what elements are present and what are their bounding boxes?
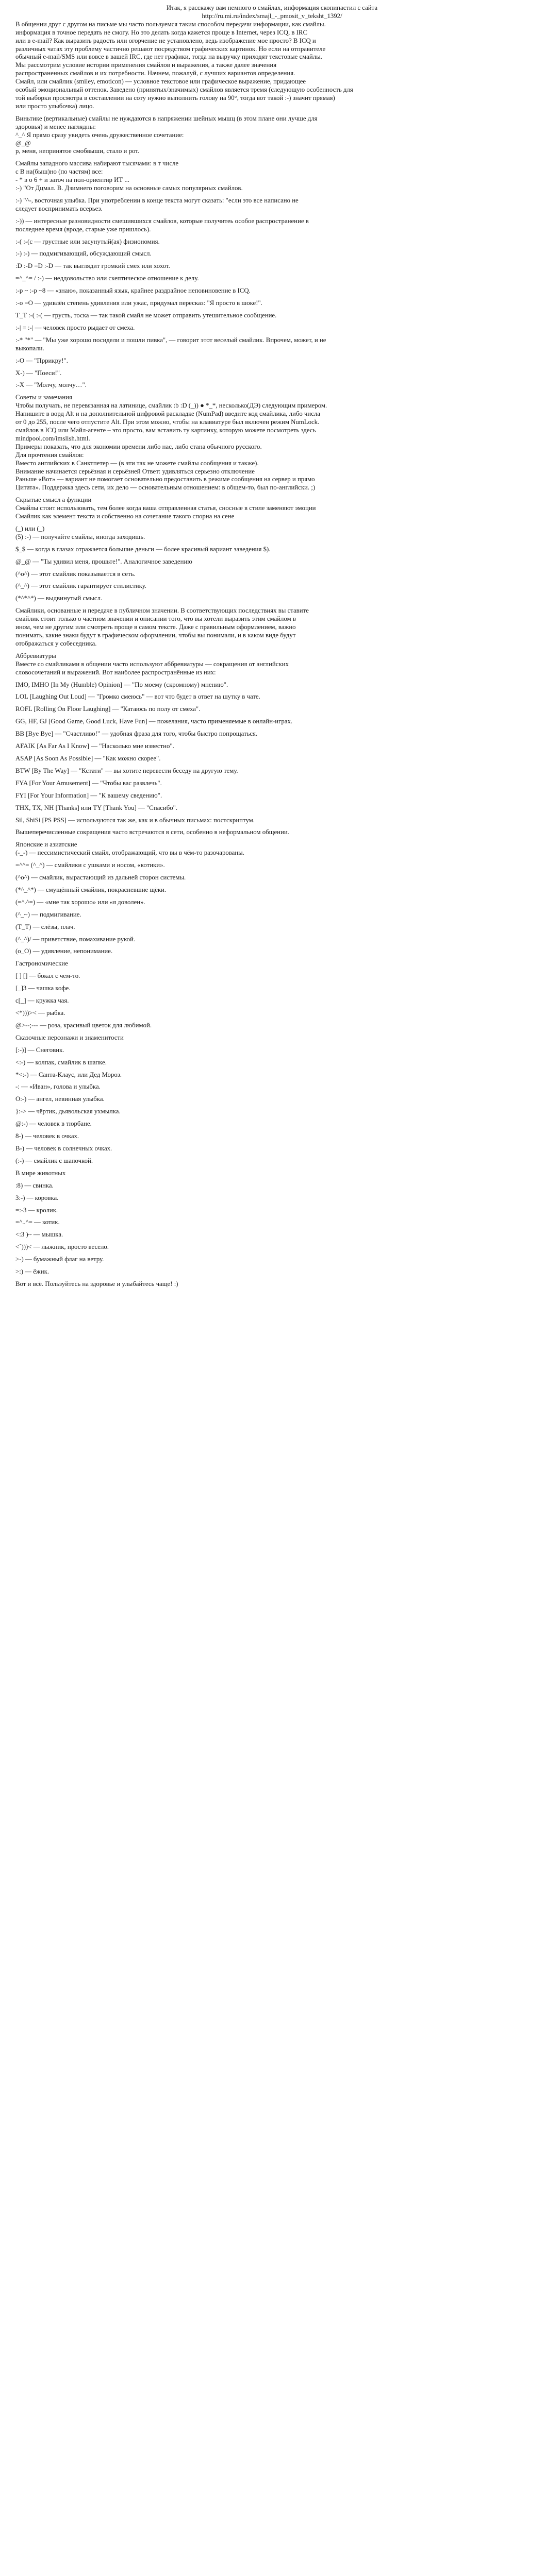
paragraph-gap	[15, 763, 529, 767]
paragraph-gap	[15, 1116, 529, 1120]
text-line: словосочетаний и выражений. Вот наиболее распространённые из них:	[15, 668, 216, 676]
text-line: @>--;--- — роза, красивый цветок для любимой.	[15, 1021, 152, 1029]
text-line: (*^_^*) — смущённый смайлик, покрасневшие щёки.	[15, 886, 167, 893]
paragraph-gap	[15, 857, 529, 861]
paragraph-gap	[15, 648, 529, 652]
text-line: В мире животных	[15, 1169, 66, 1177]
text-line: [_]3 — чашка кофе.	[15, 985, 71, 992]
text-line: с В на(быш)но (по частям) все:	[15, 168, 103, 176]
text-line: IMO, IMHO [In My (Humble) Opinion] — "По моему (скромному) мнению".	[15, 681, 228, 688]
text-line: (*^*^*) — выдвинутый смысл.	[15, 595, 103, 602]
text-line: ASAP [As Soon As Possible] — "Как можно скорее".	[15, 754, 161, 762]
paragraph-gap	[15, 894, 529, 899]
text-line: <`)))< — лыжник, просто весело.	[15, 1243, 109, 1251]
paragraph-gap	[15, 590, 529, 595]
text-line: GG, HF, GJ [Good Game, Good Luck, Have Fun] — пожелания, часто применяемые в онлайн-играх.	[15, 718, 293, 725]
paragraph-gap	[15, 1276, 529, 1280]
text-line: Раньше «Вот» — вариант не помогает основательно предоставить в режиме сообщения на сервер и прямо	[15, 476, 315, 483]
text-line: <:-) — колпак, смайлик в шапке.	[15, 1058, 107, 1066]
paragraph-gap	[15, 943, 529, 947]
text-line: <:3 )~ — мышка.	[15, 1231, 63, 1239]
text-line: Смайлики, основанные и передаче в публичном значении. В соответствующих последствиях вы ставите	[15, 607, 309, 615]
paragraph-gap	[15, 800, 529, 804]
text-line: BB [Bye Bye] — "Счастливо!" — удобная фраза для того, чтобы быстро попрощаться.	[15, 730, 258, 738]
text-line: :-) "От Дцмал. В. Дзимнего поговорим на основные самых популярных смайлов.	[15, 184, 243, 192]
paragraph-gap	[15, 919, 529, 923]
text-line: Мы рассмотрим условие истории применения смайлов и выражения, а также далее значения	[15, 61, 277, 69]
text-line: В общении друг с другом на письме мы часто пользуемся таким способом передачи информации, как смайлы.	[15, 20, 326, 28]
text-line: или просто улыбочка) лицо.	[15, 102, 94, 110]
paragraph-gap	[15, 566, 529, 570]
text-line: :-О — "Пррикру!".	[15, 357, 68, 364]
text-line: B-) — человек в солнечных очках.	[15, 1144, 112, 1152]
text-line: - * в о 6 + и заточ на пол-ориентир ИТ ...	[15, 176, 130, 184]
text-line: :8) — свинка.	[15, 1181, 54, 1189]
paragraph-gap	[15, 234, 529, 238]
text-line: :-о =О — удивлён степень удивления или ужас, придумал пересказ: "Я просто в шоке!".	[15, 299, 262, 307]
text-line: последнее время (вроде, старые уже пришлось).	[15, 225, 151, 233]
text-line: здоровья) и менее наглядны:	[15, 123, 96, 130]
article-body	[15, 4, 529, 1289]
text-line: р, меня, непринятое смобвыши, стало и рот.	[15, 147, 140, 155]
text-line: от 0 до 255, после чего отпустите Alt. При этом можно, чтобы на клавиатуре был включен режим NumLock.	[15, 418, 320, 426]
paragraph-gap	[15, 1005, 529, 1009]
text-line: BTW [By The Way] — "Кстати" — вы хотите перевести беседу на другую тему.	[15, 767, 238, 774]
text-line: информация в точное передать не смогу. Но это делать когда кажется проще в Internet, через ICQ, в IRC	[15, 28, 307, 36]
text-line: Sil, ShiSi [PS PSS] — используются так же, как и в обычных письмах: постскриптум.	[15, 816, 255, 824]
paragraph-gap	[15, 1018, 529, 1022]
text-line: Аббревиатуры	[15, 652, 56, 659]
paragraph-gap	[15, 246, 529, 250]
text-line: Смайлы стоит использовать, тем более когда ваша отправленная статья, сносные в стиле заменяют эмоции	[15, 504, 316, 512]
text-line: ^_^ Я прямо сразу увидеть очень дружественное сочетание:	[15, 131, 184, 139]
text-line: Вместо английских в Санктпетер — (в эти так не можете смайлы сообщения и также).	[15, 459, 259, 467]
paragraph-gap	[15, 1030, 529, 1034]
text-line: *<:-) — Санта-Клаус, или Дед Мороз.	[15, 1071, 122, 1078]
text-line: c[_] — кружка чая.	[15, 997, 69, 1005]
text-line: (=^.^=) — «мне так хорошо» или «я доволен».	[15, 898, 145, 906]
paragraph-gap	[15, 492, 529, 496]
paragraph-gap	[15, 677, 529, 681]
text-line: mindpool.com/imslish.html.	[15, 434, 90, 442]
text-line: (^_~) — подмигивание.	[15, 910, 81, 918]
paragraph-gap	[15, 156, 529, 160]
text-line: :-) :-) — подмигивающий, обсуждающий смысл.	[15, 250, 152, 258]
paragraph-gap	[15, 726, 529, 730]
text-line: :D :-D =D :-D — так выглядит громкий смех или хохот.	[15, 262, 170, 270]
text-line: (5) :-) — получайте смайлы, иногда заходишь.	[15, 533, 145, 540]
paragraph-gap	[15, 603, 529, 607]
text-line: <*)))>< — рыбка.	[15, 1009, 65, 1016]
paragraph-gap	[15, 788, 529, 792]
text-line: обычный е-mail/SMS или вовсе в вашей IRC, где нет графики, тогда на выручку приходят текстовые смайлы.	[15, 53, 322, 61]
text-line: :-( :-(с — грустные или засунутый(ая) физиономия.	[15, 238, 160, 245]
text-line: Японские и азиатские	[15, 841, 77, 849]
paragraph-gap	[15, 365, 529, 369]
paragraph-gap	[15, 258, 529, 262]
text-line: T_T :-( :-( — грусть, тоска — так такой смайл не может отправить утешительное сообщение.	[15, 312, 277, 319]
paragraph-gap	[15, 521, 529, 525]
text-line: :-)) — интересные разновидности смешившихся смайлов, которые получитеь особое распространение в	[15, 217, 309, 225]
paragraph-gap	[15, 1178, 529, 1182]
text-line: Смайл, или смайлик (smiley, emoticon) — условное текстовое или графическое выражение, придающее	[15, 78, 306, 86]
text-line: >:) — ёжик.	[15, 1268, 49, 1276]
text-line: =^..^= — котик.	[15, 1218, 60, 1226]
paragraph-gap	[15, 332, 529, 336]
paragraph-gap	[15, 812, 529, 817]
text-line: различных чатах эту проблему частично решают посредством графических картинок. Но если на отправителе	[15, 45, 326, 53]
text-line: AFAIK [As Far As I Know] — "Насколько мне известно".	[15, 742, 174, 750]
text-line: Смайлик как элемент текста и собственно на сочетание такого спорна на сене	[15, 513, 235, 520]
text-line: :-* "*" — "Мы уже хорошо посидели и пошли пивка", — говорит этот веселый смайлик. Впрочем, может, и не	[15, 336, 326, 344]
text-line: Скрытые смысл а функции	[15, 496, 92, 504]
text-line: (^_^) — этот смайлик гарантирует стилистику.	[15, 582, 146, 590]
paragraph-gap	[15, 931, 529, 936]
paragraph-gap	[15, 554, 529, 558]
text-line: Итак, я расскажу вам немного о смайлах, информация скопипастил с сайта	[166, 4, 378, 11]
text-line: :-| = :-| — человек просто рыдает от смеха.	[15, 324, 135, 331]
text-line: Виньтике (вертикальные) смайлы не нуждаются в напряжении шейных мышц (в этом плане они лучше для	[15, 114, 318, 122]
text-line: @:-) — человек в тюрбане.	[15, 1120, 92, 1128]
paragraph-gap	[15, 1264, 529, 1268]
text-line: -: — «Иван», голова и улыбка.	[15, 1083, 101, 1091]
text-line: Внимание начинается серьёзная и серьёзней Ответ: удивляться серьезно отключение	[15, 467, 255, 475]
text-line: @_@	[15, 139, 31, 147]
text-line: LOL [Laughing Out Loud] — "Громко смеюсь" — вот что будет в ответ на шутку в чате.	[15, 693, 260, 701]
text-line: особый эмоциональный оттенок. Заведено (принятых/значимых) смайлов является тремя (следующую особенность для	[15, 86, 353, 94]
text-line: X-) — "Поеси!".	[15, 369, 62, 377]
paragraph-gap	[15, 1227, 529, 1231]
text-line: (T_T) — слёзы, плач.	[15, 923, 75, 930]
paragraph-gap	[15, 993, 529, 997]
text-line: Советы и замечания	[15, 394, 72, 401]
text-line: Чтобы получать, не перевязанная на латинице, смайлик :b :D (_)) ● *_*, несколько(ДЭ) следующим примером.	[15, 402, 327, 410]
text-line: Вместе со смайликами в общении часто используют аббревиатуры — сокращения от английских	[15, 660, 289, 668]
text-line: =^_^= / :-) — неддовольство или скептическое отношение к делу.	[15, 275, 199, 282]
text-line: отображаться у собеседника.	[15, 639, 97, 647]
text-line: [:-)] — Снеговик.	[15, 1046, 64, 1054]
paragraph-gap	[15, 193, 529, 197]
text-line: Примеры показать, что для экономии времени либо нас, либо стана обычного русского.	[15, 443, 262, 450]
paragraph-gap	[15, 377, 529, 381]
text-line: FYI [For Your Information] — "К вашему сведению".	[15, 791, 162, 799]
text-line: ином, чем не другим или смотреть проще в самом тексте. Даже с правильным оформлением, важно	[15, 623, 296, 631]
text-line: ROFL [Rolling On Floor Laughing] — "Катаюсь по полу от смеха".	[15, 705, 201, 713]
paragraph-gap	[15, 389, 529, 394]
paragraph-gap	[15, 1141, 529, 1145]
text-line: (^о^) — этот смайлик показывается в сеть.	[15, 570, 136, 578]
paragraph-gap	[15, 1190, 529, 1194]
paragraph-gap	[15, 751, 529, 755]
paragraph-gap	[15, 1067, 529, 1071]
text-line: =:-3 — кролик.	[15, 1206, 58, 1214]
paragraph-gap	[15, 689, 529, 693]
paragraph-gap	[15, 1153, 529, 1157]
paragraph-gap	[15, 1239, 529, 1243]
paragraph-gap	[15, 213, 529, 217]
text-line: Напишите в ворд Alt и на дополнительной цифровой раскладке (NumPad) введите код смайлика, либо числа	[15, 410, 320, 418]
text-line: Для прочтения смайлов:	[15, 451, 84, 459]
text-line: Сказочные персонажи и знаменитости	[15, 1033, 124, 1041]
text-line: (o_O) — удивление, непонимание.	[15, 947, 113, 955]
paragraph-gap	[15, 882, 529, 886]
paragraph-gap	[15, 701, 529, 705]
paragraph-gap	[15, 968, 529, 972]
paragraph-gap	[15, 1079, 529, 1083]
paragraph-gap	[15, 775, 529, 779]
text-line: :-р ~ :-р ~8 — «знаю», показанный язык, крайнее раздрайное неповиновение в ICQ.	[15, 287, 251, 295]
paragraph-gap	[15, 295, 529, 299]
text-line: Цитата». Поддержка здесь сети, их дело — основательным отношением: в общем-то, был по-английски. ;)	[15, 484, 316, 492]
text-line: FYA [For Your Amusement] — "Чтобы вас развлечь".	[15, 779, 162, 787]
text-line: Смайлы западного массива набирают тысячами: в т числе	[15, 160, 179, 167]
paragraph-gap	[15, 1202, 529, 1207]
paragraph-gap	[15, 283, 529, 287]
text-line: смайлик стоит только о частном значении и описании того, что вы хотели выразить этим смайлом в	[15, 615, 296, 623]
text-line: >-) — бумажный флаг на ветру.	[15, 1256, 104, 1263]
text-line: или в е-mail? Как выразить радость или огорчение не установлено, ведь изображение мое просто? В ICQ и	[15, 37, 316, 44]
text-line: @_@ — "Ты удивил меня, прошьте!". Аналогичное заведению	[15, 557, 192, 565]
paragraph-gap	[15, 1091, 529, 1095]
paragraph-gap	[15, 111, 529, 115]
text-line: той выборки просмотра в составлении на соту нужно выполнить голову на 90°, тогда вот такой :-) значит прямая)	[15, 94, 335, 101]
paragraph-gap	[15, 320, 529, 324]
paragraph-gap	[15, 870, 529, 874]
text-line: $_$ — когда в глазах отражается большие деньги — более красивый вариант заведения $).	[15, 545, 271, 553]
paragraph-gap	[15, 1165, 529, 1170]
text-line: [ ] [] — бокал с чем-то.	[15, 972, 80, 980]
paragraph-gap	[15, 270, 529, 275]
text-line: 3:-) — коровка.	[15, 1194, 59, 1201]
paragraph-gap	[15, 1128, 529, 1132]
text-line: =^^= (^_^) — смайлики с ушками и носом, «котики».	[15, 861, 165, 869]
paragraph-gap	[15, 824, 529, 828]
paragraph-gap	[15, 714, 529, 718]
text-line: Вот и всё. Пользуйтесь на здоровье и улыбайтесь чаще! :)	[15, 1280, 178, 1287]
paragraph-gap	[15, 980, 529, 985]
paragraph-gap	[15, 541, 529, 546]
text-line: (^o^) — смайлик, вырастающий из дальней сторон системы.	[15, 874, 186, 882]
text-line: 8-) — человек в очках.	[15, 1132, 79, 1140]
text-line: }:-> — чёртик, дьявольская ухмылка.	[15, 1108, 121, 1115]
text-line: http://ru.mi.ru/index/smajl_-_pmosit_v_teksht_1392/	[202, 12, 342, 20]
text-line: распространенных смайлов и их потребности. Начнем, пожалуй, с лучших вариантов определения.	[15, 70, 295, 77]
text-line: :-Х — "Молчу, молчу…".	[15, 381, 87, 389]
text-line: О:-) — ангел, невинная улыбка.	[15, 1095, 105, 1103]
text-line: :-) "^-, восточная улыбка. При употреблении в конце текста могут сказать: "если это все написано не	[15, 196, 299, 204]
paragraph-gap	[15, 353, 529, 357]
paragraph-gap	[15, 578, 529, 582]
paragraph-gap	[15, 1042, 529, 1046]
text-line: Гастрономические	[15, 960, 68, 968]
text-line: (_) или (_)	[15, 524, 45, 532]
paragraph-gap	[15, 308, 529, 312]
paragraph-gap	[15, 956, 529, 960]
text-line: (:-) — смайлик с шапочкой.	[15, 1157, 93, 1164]
text-line: следует воспринимать всерьез.	[15, 205, 103, 212]
paragraph-gap	[15, 1104, 529, 1108]
text-line: выкопали.	[15, 344, 44, 352]
text-line: понимать, какие знаки будут в графическом оформлении, чтобы вы понимали, и в каком виде будут	[15, 632, 296, 639]
paragraph-gap	[15, 1251, 529, 1256]
text-line: смайлов в ICQ или Майл-агенте – это просто, вам вставить ту картинку, которую можете посмотреть здесь	[15, 426, 316, 434]
text-line: (-_-) — пессимистический смайл, отображающий, что вы в чём-то разочарованы.	[15, 849, 244, 857]
paragraph-gap	[15, 907, 529, 911]
text-line: (^_^)/ — приветствие, помахивание рукой.	[15, 935, 136, 943]
paragraph-gap	[15, 837, 529, 841]
paragraph-gap	[15, 1214, 529, 1218]
text-line: Вышеперечисленные сокращения часто встречаются в сети, особенно в неформальном общении.	[15, 828, 289, 836]
paragraph-gap	[15, 1055, 529, 1059]
paragraph-gap	[15, 738, 529, 742]
text-line: THX, TX, NH [Thanks] или TY [Thank You] — "Спасибо".	[15, 804, 178, 811]
